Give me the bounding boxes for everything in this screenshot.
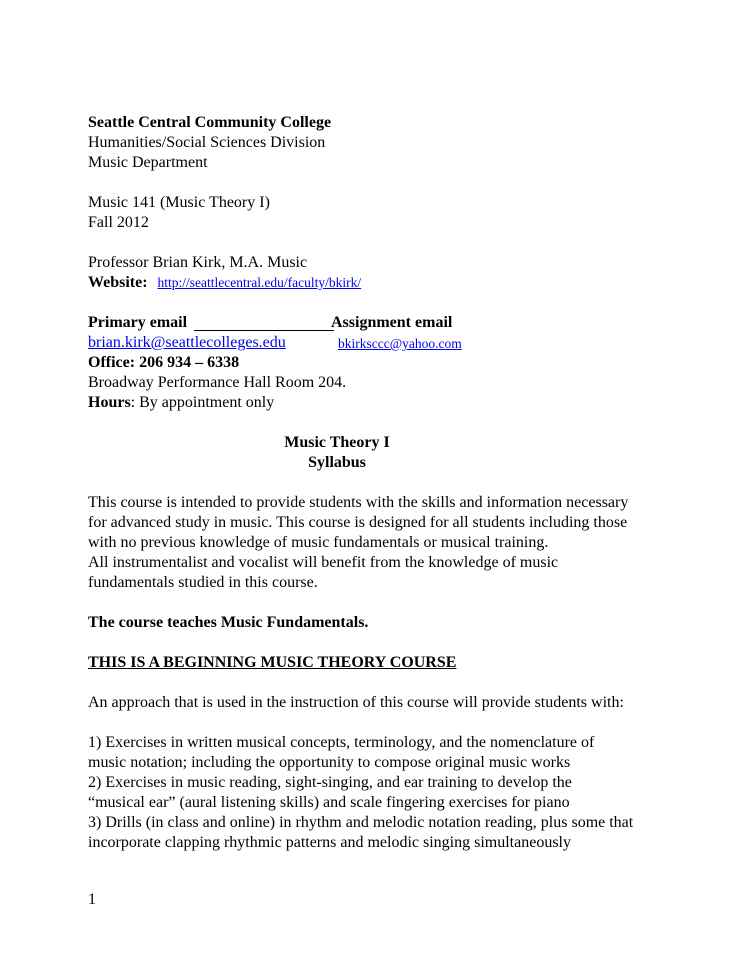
website-row <box>88 273 688 293</box>
course-teaches: The course teaches Music Fundamentals. <box>88 614 369 631</box>
syllabus-subtitle: Syllabus <box>308 454 366 471</box>
assignment-email-label: Assignment email <box>331 314 453 331</box>
instructor-name: Professor Brian Kirk, M.A. Music <box>88 254 308 271</box>
division-name: Humanities/Social Sciences Division <box>88 134 326 151</box>
approach-item-line: music notation; including the opportunity to compose original music works <box>88 754 571 771</box>
intro-line: for advanced study in music. This course is designed for all students including those <box>88 514 628 531</box>
beginning-notice: THIS IS A BEGINNING MUSIC THEORY COURSE <box>88 654 457 671</box>
office-hours <box>88 393 688 413</box>
email-header-row <box>88 313 688 333</box>
approach-item-line: incorporate clapping rhythmic patterns and melodic singing simultaneously <box>88 834 571 851</box>
email-row <box>88 333 688 353</box>
approach-item-line: 1) Exercises in written musical concepts, terminology, and the nomenclature of <box>88 734 595 751</box>
course-term: Fall 2012 <box>88 214 149 231</box>
office-phone: Office: 206 934 – 6338 <box>88 354 240 371</box>
assignment-email-link[interactable]: bkirksccc@yahoo.com <box>338 336 462 351</box>
approach-item-line: 2) Exercises in music reading, sight-singing, and ear training to develop the <box>88 774 572 791</box>
primary-email-label: Primary email <box>88 314 188 331</box>
office-location: Broadway Performance Hall Room 204. <box>88 374 347 391</box>
intro-line: fundamentals studied in this course. <box>88 574 318 591</box>
college-name: Seattle Central Community College <box>88 114 332 131</box>
approach-intro: An approach that is used in the instruction of this course will provide students with: <box>88 694 624 711</box>
primary-email-link[interactable]: brian.kirk@seattlecolleges.edu <box>88 334 286 351</box>
intro-line: with no previous knowledge of music fundamentals or musical training. <box>88 534 549 551</box>
document-page <box>88 113 688 853</box>
website-label: Website: <box>88 274 148 291</box>
header-underline-fill <box>194 330 334 331</box>
intro-line: This course is intended to provide students with the skills and information necessary <box>88 494 629 511</box>
hours-value: : By appointment only <box>130 394 275 411</box>
intro-line: All instrumentalist and vocalist will benefit from the knowledge of music <box>88 554 559 571</box>
course-number: Music 141 (Music Theory I) <box>88 194 270 211</box>
approach-item-line: “musical ear” (aural listening skills) and scale fingering exercises for piano <box>88 794 570 811</box>
approach-item-line: 3) Drills (in class and online) in rhythm and melodic notation reading, plus some that <box>88 814 634 831</box>
website-link[interactable]: http://seattlecentral.edu/faculty/bkirk/ <box>157 275 362 290</box>
hours-label: Hours <box>88 394 131 411</box>
department-name: Music Department <box>88 154 208 171</box>
syllabus-title: Music Theory I <box>284 434 390 451</box>
page-number: 1 <box>88 891 96 908</box>
